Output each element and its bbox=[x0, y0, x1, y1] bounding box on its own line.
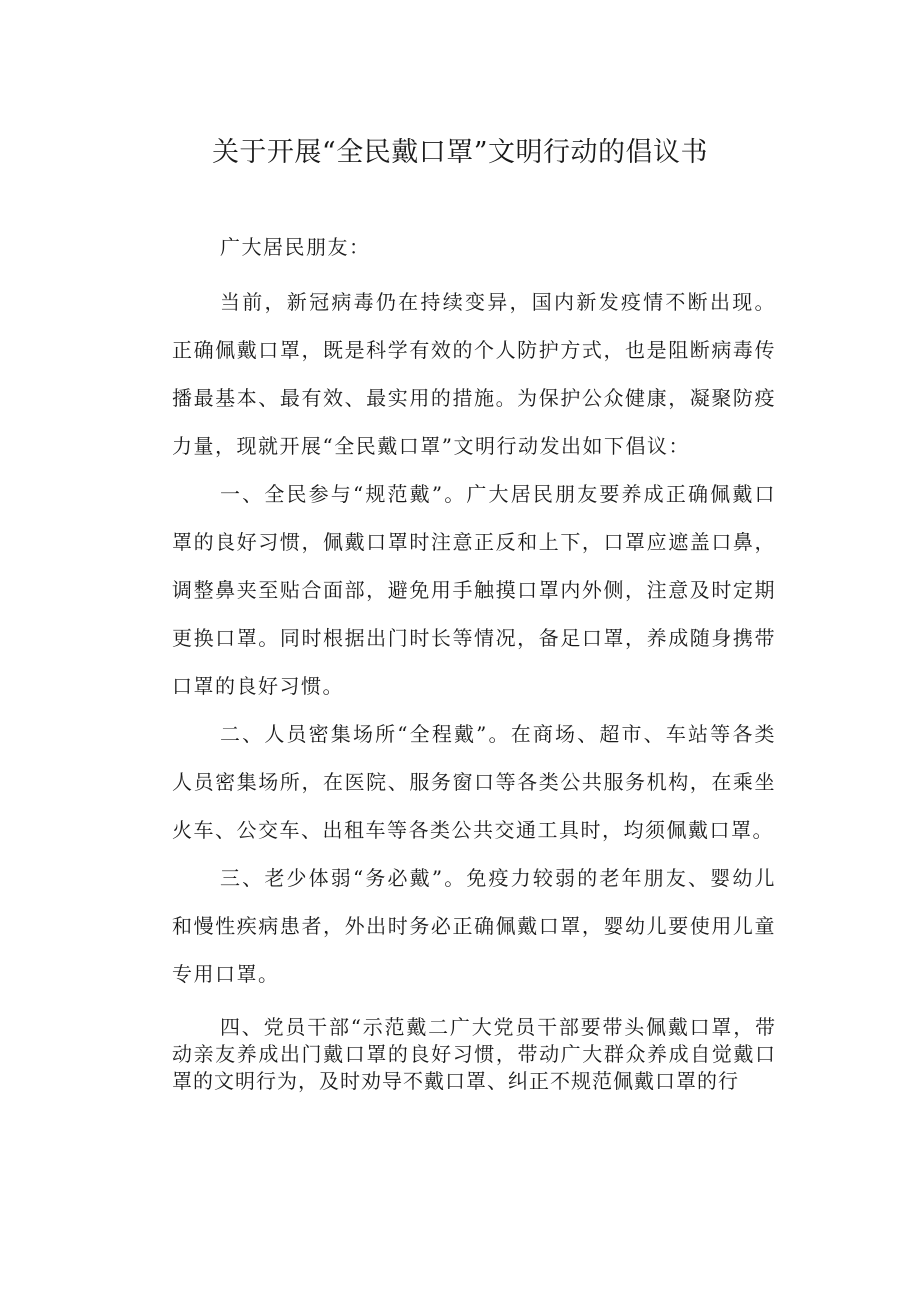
salutation: 广大居民朋友： bbox=[220, 235, 371, 259]
document-body bbox=[172, 230, 776, 1095]
paragraph-item-2: 二、人员密集场所“全程戴”。在商场、超市、车站等各类人员密集场所，在医院、服务窗口等各类公共服务机构，在乘坐火车、公交车、出租车等各类公共交通工具时，均须佩戴口罩。 bbox=[172, 722, 776, 842]
paragraph-item-3: 三、老少体弱“务必戴”。免疫力较弱的老年朋友、婴幼儿和慢性疾病患者，外出时务必正确佩戴口罩，婴幼儿要使用儿童专用口罩。 bbox=[172, 866, 776, 986]
paragraph-intro: 当前，新冠病毒仍在持续变异，国内新发疫情不断出现。正确佩戴口罩，既是科学有效的个人防护方式，也是阻断病毒传播最基本、最有效、最实用的措施。为保护公众健康，凝聚防疫力量，现就开展“全民戴口罩”文明行动发出如下倡议： bbox=[172, 290, 776, 458]
paragraph-item-1: 一、全民参与“规范戴”。广大居民朋友要养成正确佩戴口罩的良好习惯，佩戴口罩时注意正反和上下，口罩应遮盖口鼻，调整鼻夹至贴合面部，避免用手触摸口罩内外侧，注意及时定期更换口罩。同时根据出门时长等情况，备足口罩，养成随身携带口罩的良好习惯。 bbox=[172, 482, 776, 698]
document-title: 关于开展“全民戴口罩”文明行动的倡议书 bbox=[211, 137, 709, 168]
paragraph-item-4: 四、党员干部“示范戴二广大党员干部要带头佩戴口罩，带动亲友养成出门戴口罩的良好习惯，带动广大群众养成自觉戴口罩的文明行为，及时劝导不戴口罩、纠正不规范佩戴口罩的行 bbox=[172, 1015, 776, 1093]
